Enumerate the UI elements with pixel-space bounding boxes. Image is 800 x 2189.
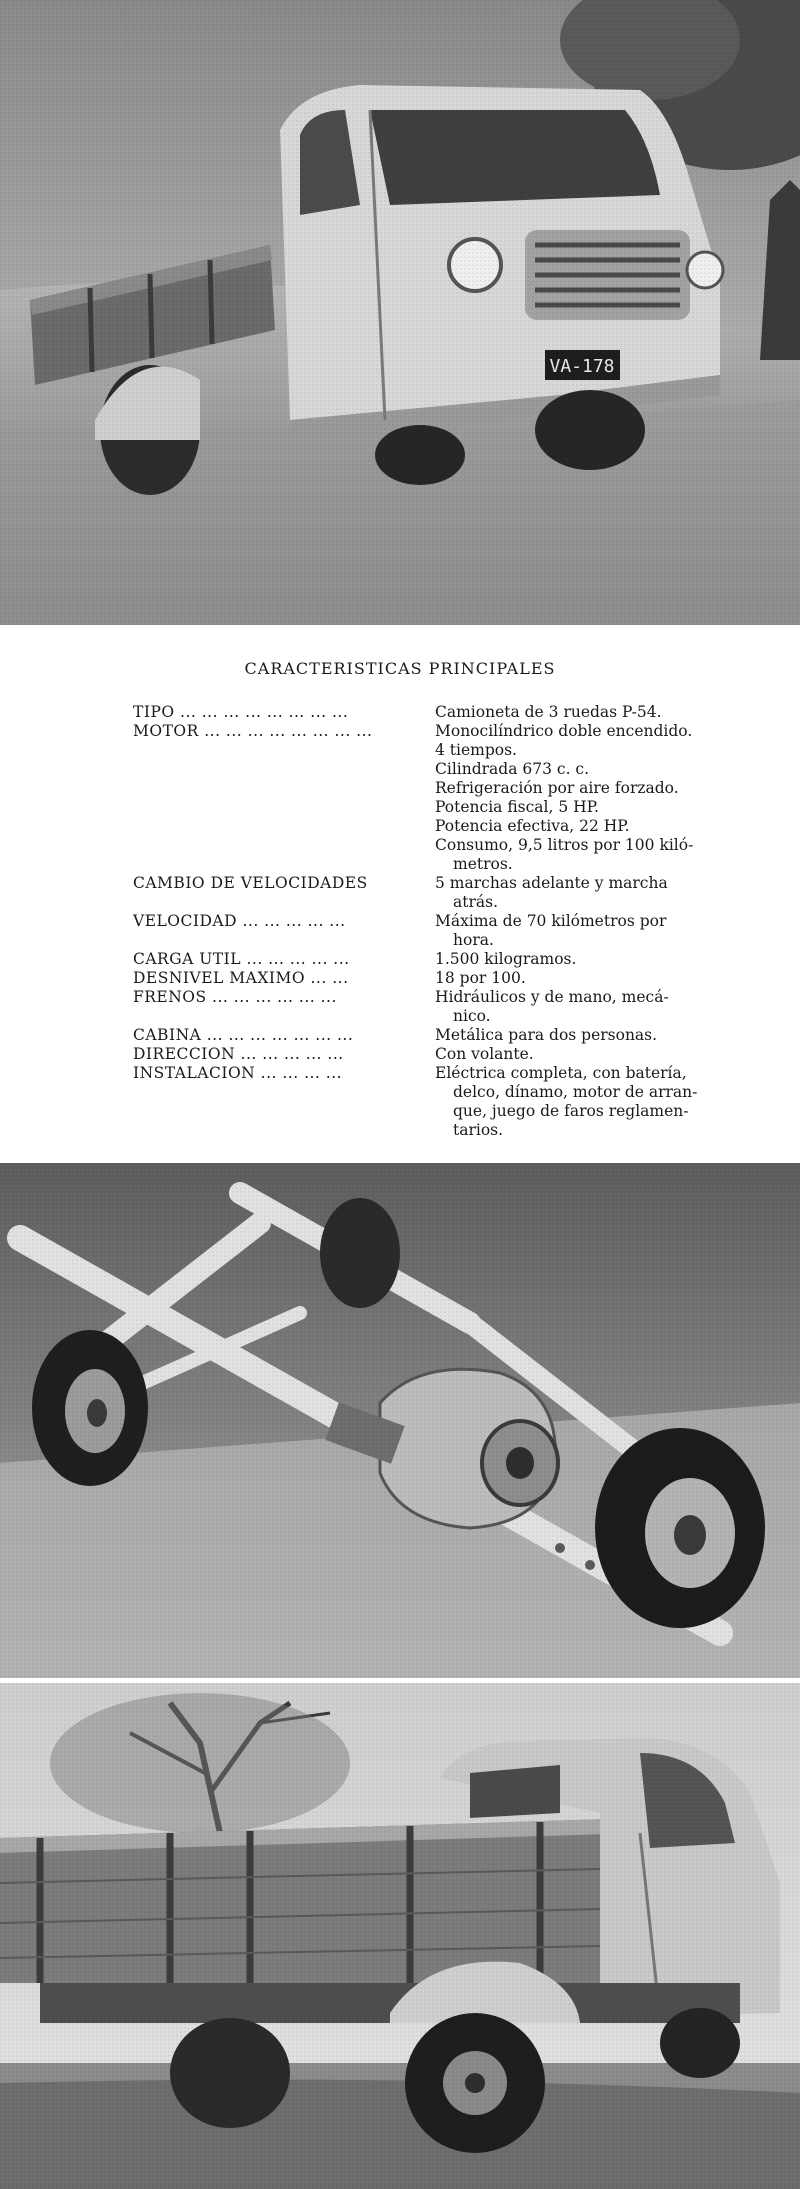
chassis-photo bbox=[0, 1163, 800, 1678]
spec-value: Monocilíndrico doble encendido. 4 tiempos. Cilindrada 673 c. c. Refrigeración por aire forzado. Potencia fiscal, 5 HP. Potencia efectiva, 22 HP. Consumo, 9,5 litros por 100 kiló- metros. bbox=[435, 722, 694, 873]
specs-title: CARACTERISTICAS PRINCIPALES bbox=[244, 659, 556, 678]
spec-row-velocidad bbox=[133, 912, 745, 950]
specs-table bbox=[133, 703, 745, 1140]
front-view-photo bbox=[0, 0, 800, 625]
specifications-section bbox=[0, 625, 800, 1163]
side-view-photo bbox=[0, 1683, 800, 2189]
spec-row-instalacion bbox=[133, 1064, 745, 1140]
spec-row-cambio bbox=[133, 874, 745, 912]
spec-value: Máxima de 70 kilómetros por hora. bbox=[435, 912, 667, 949]
spec-label: FRENOS ... ... ... ... ... ... bbox=[133, 988, 337, 1006]
spec-row-direccion bbox=[133, 1045, 745, 1064]
spec-label: CABINA ... ... ... ... ... ... ... bbox=[133, 1026, 354, 1044]
spec-row-frenos bbox=[133, 988, 745, 1026]
spec-value: Eléctrica completa, con batería, delco, dínamo, motor de arran- que, juego de faros reglamen- tarios. bbox=[435, 1064, 698, 1139]
spec-label: VELOCIDAD ... ... ... ... ... bbox=[133, 912, 346, 930]
spec-label: MOTOR ... ... ... ... ... ... ... ... bbox=[133, 722, 373, 740]
spec-value: Con volante. bbox=[435, 1045, 534, 1063]
spec-value: Metálica para dos personas. bbox=[435, 1026, 658, 1044]
spec-label: CARGA UTIL ... ... ... ... ... bbox=[133, 950, 350, 968]
spec-label: DIRECCION ... ... ... ... ... bbox=[133, 1045, 344, 1063]
spec-label: TIPO ... ... ... ... ... ... ... ... bbox=[133, 703, 349, 721]
spec-row-carga-util bbox=[133, 950, 745, 969]
spec-value: 1.500 kilogramos. bbox=[435, 950, 577, 968]
spec-label: INSTALACION ... ... ... ... bbox=[133, 1064, 343, 1082]
spec-value: Camioneta de 3 ruedas P-54. bbox=[435, 703, 662, 721]
spec-row-tipo bbox=[133, 703, 745, 722]
spec-value: Hidráulicos y de mano, mecá- nico. bbox=[435, 988, 669, 1025]
spec-value: 18 por 100. bbox=[435, 969, 526, 987]
spec-label: CAMBIO DE VELOCIDADES bbox=[133, 874, 368, 892]
spec-value: 5 marchas adelante y marcha atrás. bbox=[435, 874, 668, 911]
spec-row-motor bbox=[133, 722, 745, 874]
spec-label: DESNIVEL MAXIMO ... ... bbox=[133, 969, 349, 987]
spec-row-cabina bbox=[133, 1026, 745, 1045]
spec-row-desnivel bbox=[133, 969, 745, 988]
